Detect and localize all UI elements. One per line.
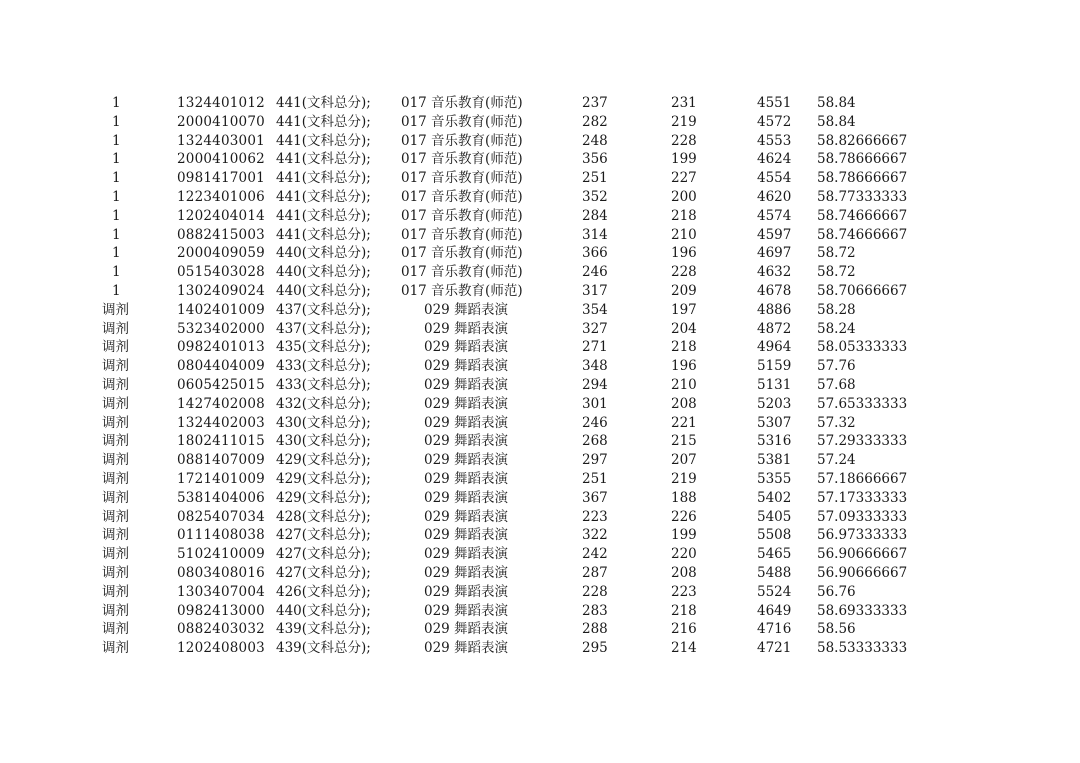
average-cell: 56.97333333 — [817, 527, 908, 544]
position-cell: 5402 — [757, 489, 792, 506]
candidate-id-cell: 0515403028 — [177, 264, 265, 281]
rank-cell: 调剂 — [102, 414, 129, 431]
score-a-cell: 354 — [582, 301, 608, 318]
position-cell: 5488 — [757, 564, 792, 581]
total-score-cell: 432(文科总分); — [276, 395, 371, 412]
position-cell: 4697 — [757, 245, 792, 262]
rank-cell: 调剂 — [102, 301, 129, 318]
position-cell: 4574 — [757, 207, 792, 224]
table-row — [0, 620, 1080, 639]
rank-cell: 调剂 — [102, 546, 129, 563]
score-b-cell: 207 — [671, 452, 697, 469]
total-score-cell: 426(文科总分); — [276, 583, 371, 600]
candidate-id-cell: 2000410062 — [177, 151, 265, 168]
major-cell: 017 音乐教育(师范) — [401, 170, 523, 187]
average-cell: 58.84 — [817, 113, 856, 130]
score-a-cell: 246 — [582, 264, 608, 281]
candidate-id-cell: 0882415003 — [177, 226, 265, 243]
major-cell: 029 舞蹈表演 — [424, 489, 509, 506]
score-b-cell: 228 — [671, 132, 697, 149]
position-cell: 5131 — [757, 376, 792, 393]
major-cell: 029 舞蹈表演 — [424, 320, 509, 337]
table-row — [0, 150, 1080, 169]
position-cell: 4597 — [757, 226, 792, 243]
total-score-cell: 429(文科总分); — [276, 452, 371, 469]
major-cell: 029 舞蹈表演 — [424, 376, 509, 393]
score-b-cell: 226 — [671, 508, 697, 525]
score-a-cell: 246 — [582, 414, 608, 431]
score-b-cell: 199 — [671, 151, 697, 168]
rank-cell: 调剂 — [102, 470, 129, 487]
position-cell: 4632 — [757, 264, 792, 281]
table-row — [0, 244, 1080, 263]
position-cell: 4553 — [757, 132, 792, 149]
major-cell: 029 舞蹈表演 — [424, 508, 509, 525]
total-score-cell: 440(文科总分); — [276, 245, 371, 262]
average-cell: 58.70666667 — [817, 282, 908, 299]
table-row — [0, 376, 1080, 395]
major-cell: 017 音乐教育(师范) — [401, 226, 523, 243]
average-cell: 58.82666667 — [817, 132, 908, 149]
table-row — [0, 169, 1080, 188]
score-a-cell: 322 — [582, 527, 608, 544]
rank-cell: 调剂 — [102, 452, 129, 469]
score-a-cell: 282 — [582, 113, 608, 130]
average-cell: 56.90666667 — [817, 546, 908, 563]
score-a-cell: 295 — [582, 640, 608, 657]
position-cell: 4886 — [757, 301, 792, 318]
rank-cell: 调剂 — [102, 489, 129, 506]
rank-cell: 1 — [112, 188, 121, 205]
table-row — [0, 602, 1080, 621]
candidate-id-cell: 0825407034 — [177, 508, 265, 525]
total-score-cell: 441(文科总分); — [276, 170, 371, 187]
total-score-cell: 441(文科总分); — [276, 113, 371, 130]
rank-cell: 1 — [112, 95, 121, 111]
candidate-id-cell: 0804404009 — [177, 358, 265, 375]
candidate-id-cell: 1402401009 — [177, 301, 265, 318]
table-row — [0, 188, 1080, 207]
total-score-cell: 440(文科总分); — [276, 282, 371, 299]
average-cell: 57.76 — [817, 358, 856, 375]
candidate-id-cell: 0982401013 — [177, 339, 265, 356]
rank-cell: 调剂 — [102, 433, 129, 450]
position-cell: 4572 — [757, 113, 792, 130]
position-cell: 5307 — [757, 414, 792, 431]
score-b-cell: 196 — [671, 245, 697, 262]
total-score-cell: 429(文科总分); — [276, 489, 371, 506]
candidate-id-cell: 5381404006 — [177, 489, 265, 506]
total-score-cell: 440(文科总分); — [276, 264, 371, 281]
rank-cell: 调剂 — [102, 320, 129, 337]
total-score-cell: 428(文科总分); — [276, 508, 371, 525]
rank-cell: 1 — [112, 113, 121, 130]
candidate-id-cell: 1427402008 — [177, 395, 265, 412]
rank-cell: 调剂 — [102, 339, 129, 356]
average-cell: 58.78666667 — [817, 170, 908, 187]
major-cell: 029 舞蹈表演 — [424, 621, 509, 638]
major-cell: 029 舞蹈表演 — [424, 414, 509, 431]
total-score-cell: 427(文科总分); — [276, 546, 371, 563]
score-b-cell: 204 — [671, 320, 697, 337]
score-b-cell: 218 — [671, 339, 697, 356]
score-b-cell: 199 — [671, 527, 697, 544]
table-row — [0, 583, 1080, 602]
score-a-cell: 288 — [582, 621, 608, 638]
average-cell: 58.77333333 — [817, 188, 908, 205]
score-b-cell: 196 — [671, 358, 697, 375]
rank-cell: 调剂 — [102, 527, 129, 544]
score-a-cell: 314 — [582, 226, 608, 243]
average-cell: 57.09333333 — [817, 508, 908, 525]
score-a-cell: 228 — [582, 583, 608, 600]
candidate-id-cell: 0981417001 — [177, 170, 265, 187]
major-cell: 029 舞蹈表演 — [424, 395, 509, 412]
score-a-cell: 271 — [582, 339, 608, 356]
major-cell: 029 舞蹈表演 — [424, 640, 509, 657]
rank-cell: 1 — [112, 282, 121, 299]
position-cell: 4716 — [757, 621, 792, 638]
average-cell: 58.74666667 — [817, 226, 908, 243]
score-b-cell: 210 — [671, 226, 697, 243]
score-b-cell: 223 — [671, 583, 697, 600]
table-row — [0, 470, 1080, 489]
score-a-cell: 301 — [582, 395, 608, 412]
table-row — [0, 301, 1080, 320]
average-cell: 57.18666667 — [817, 470, 908, 487]
total-score-cell: 440(文科总分); — [276, 602, 371, 619]
rank-cell: 调剂 — [102, 602, 129, 619]
rank-cell: 调剂 — [102, 358, 129, 375]
rank-cell: 调剂 — [102, 395, 129, 412]
position-cell: 5159 — [757, 358, 792, 375]
average-cell: 56.76 — [817, 583, 856, 600]
candidate-id-cell: 2000409059 — [177, 245, 265, 262]
position-cell: 5355 — [757, 470, 792, 487]
score-b-cell: 218 — [671, 207, 697, 224]
average-cell: 57.32 — [817, 414, 856, 431]
total-score-cell: 429(文科总分); — [276, 470, 371, 487]
major-cell: 017 音乐教育(师范) — [401, 113, 523, 130]
table-row — [0, 432, 1080, 451]
average-cell: 58.24 — [817, 320, 856, 337]
score-b-cell: 228 — [671, 264, 697, 281]
candidate-id-cell: 1223401006 — [177, 188, 265, 205]
position-cell: 4964 — [757, 339, 792, 356]
candidate-id-cell: 0982413000 — [177, 602, 265, 619]
score-a-cell: 223 — [582, 508, 608, 525]
score-b-cell: 219 — [671, 470, 697, 487]
score-a-cell: 284 — [582, 207, 608, 224]
score-b-cell: 197 — [671, 301, 697, 318]
average-cell: 58.74666667 — [817, 207, 908, 224]
table-row — [0, 451, 1080, 470]
candidate-id-cell: 0111408038 — [177, 527, 265, 544]
position-cell: 5316 — [757, 433, 792, 450]
score-b-cell: 231 — [671, 95, 697, 111]
major-cell: 017 音乐教育(师范) — [401, 282, 523, 299]
position-cell: 4872 — [757, 320, 792, 337]
table-row — [0, 226, 1080, 245]
table-row — [0, 508, 1080, 527]
position-cell: 4624 — [757, 151, 792, 168]
average-cell: 57.24 — [817, 452, 856, 469]
table-row — [0, 564, 1080, 583]
position-cell: 5203 — [757, 395, 792, 412]
candidate-id-cell: 1202408003 — [177, 640, 265, 657]
major-cell: 029 舞蹈表演 — [424, 583, 509, 600]
score-b-cell: 227 — [671, 170, 697, 187]
position-cell: 5524 — [757, 583, 792, 600]
position-cell: 4649 — [757, 602, 792, 619]
total-score-cell: 433(文科总分); — [276, 358, 371, 375]
score-a-cell: 356 — [582, 151, 608, 168]
average-cell: 57.68 — [817, 376, 856, 393]
table-row — [0, 338, 1080, 357]
table-row — [0, 414, 1080, 433]
candidate-id-cell: 1324401012 — [177, 95, 265, 111]
total-score-cell: 439(文科总分); — [276, 621, 371, 638]
score-a-cell: 294 — [582, 376, 608, 393]
major-cell: 017 音乐教育(师范) — [401, 207, 523, 224]
major-cell: 029 舞蹈表演 — [424, 339, 509, 356]
position-cell: 4551 — [757, 95, 792, 111]
score-b-cell: 218 — [671, 602, 697, 619]
position-cell: 5465 — [757, 546, 792, 563]
average-cell: 58.56 — [817, 621, 856, 638]
total-score-cell: 433(文科总分); — [276, 376, 371, 393]
average-cell: 58.28 — [817, 301, 856, 318]
rank-cell: 调剂 — [102, 640, 129, 657]
candidate-id-cell: 1303407004 — [177, 583, 265, 600]
score-table — [0, 94, 1080, 658]
rank-cell: 1 — [112, 170, 121, 187]
table-row — [0, 545, 1080, 564]
candidate-id-cell: 0881407009 — [177, 452, 265, 469]
average-cell: 58.53333333 — [817, 640, 908, 657]
major-cell: 029 舞蹈表演 — [424, 470, 509, 487]
score-a-cell: 366 — [582, 245, 608, 262]
average-cell: 58.72 — [817, 245, 856, 262]
score-b-cell: 200 — [671, 188, 697, 205]
rank-cell: 1 — [112, 264, 121, 281]
position-cell: 4620 — [757, 188, 792, 205]
table-row — [0, 282, 1080, 301]
candidate-id-cell: 1202404014 — [177, 207, 265, 224]
candidate-id-cell: 2000410070 — [177, 113, 265, 130]
score-b-cell: 219 — [671, 113, 697, 130]
total-score-cell: 427(文科总分); — [276, 527, 371, 544]
score-b-cell: 188 — [671, 489, 697, 506]
rank-cell: 调剂 — [102, 508, 129, 525]
candidate-id-cell: 0882403032 — [177, 621, 265, 638]
candidate-id-cell: 1324403001 — [177, 132, 265, 149]
major-cell: 029 舞蹈表演 — [424, 602, 509, 619]
score-a-cell: 297 — [582, 452, 608, 469]
score-a-cell: 248 — [582, 132, 608, 149]
major-cell: 029 舞蹈表演 — [424, 452, 509, 469]
total-score-cell: 441(文科总分); — [276, 226, 371, 243]
score-a-cell: 287 — [582, 564, 608, 581]
table-row — [0, 526, 1080, 545]
total-score-cell: 441(文科总分); — [276, 188, 371, 205]
candidate-id-cell: 1721401009 — [177, 470, 265, 487]
position-cell: 5405 — [757, 508, 792, 525]
average-cell: 58.72 — [817, 264, 856, 281]
table-row — [0, 320, 1080, 339]
total-score-cell: 441(文科总分); — [276, 95, 371, 111]
table-row — [0, 489, 1080, 508]
score-a-cell: 268 — [582, 433, 608, 450]
table-row — [0, 395, 1080, 414]
total-score-cell: 437(文科总分); — [276, 301, 371, 318]
score-a-cell: 237 — [582, 95, 608, 111]
table-row — [0, 207, 1080, 226]
position-cell: 4721 — [757, 640, 792, 657]
score-b-cell: 208 — [671, 395, 697, 412]
average-cell: 58.05333333 — [817, 339, 908, 356]
score-a-cell: 251 — [582, 170, 608, 187]
total-score-cell: 430(文科总分); — [276, 414, 371, 431]
score-b-cell: 220 — [671, 546, 697, 563]
score-a-cell: 348 — [582, 358, 608, 375]
score-a-cell: 317 — [582, 282, 608, 299]
candidate-id-cell: 1324402003 — [177, 414, 265, 431]
rank-cell: 1 — [112, 226, 121, 243]
major-cell: 017 音乐教育(师范) — [401, 132, 523, 149]
position-cell: 5381 — [757, 452, 792, 469]
average-cell: 56.90666667 — [817, 564, 908, 581]
average-cell: 58.78666667 — [817, 151, 908, 168]
table-row — [0, 263, 1080, 282]
average-cell: 57.65333333 — [817, 395, 908, 412]
major-cell: 029 舞蹈表演 — [424, 527, 509, 544]
candidate-id-cell: 5102410009 — [177, 546, 265, 563]
rank-cell: 调剂 — [102, 564, 129, 581]
table-row — [0, 357, 1080, 376]
table-row — [0, 94, 1080, 113]
candidate-id-cell: 5323402000 — [177, 320, 265, 337]
average-cell: 58.69333333 — [817, 602, 908, 619]
table-row — [0, 113, 1080, 132]
table-row — [0, 132, 1080, 151]
rank-cell: 调剂 — [102, 621, 129, 638]
total-score-cell: 430(文科总分); — [276, 433, 371, 450]
rank-cell: 1 — [112, 207, 121, 224]
position-cell: 5508 — [757, 527, 792, 544]
total-score-cell: 435(文科总分); — [276, 339, 371, 356]
major-cell: 017 音乐教育(师范) — [401, 95, 523, 111]
table-row — [0, 639, 1080, 658]
average-cell: 57.29333333 — [817, 433, 908, 450]
major-cell: 017 音乐教育(师范) — [401, 245, 523, 262]
position-cell: 4678 — [757, 282, 792, 299]
major-cell: 017 音乐教育(师范) — [401, 264, 523, 281]
score-a-cell: 283 — [582, 602, 608, 619]
major-cell: 017 音乐教育(师范) — [401, 188, 523, 205]
score-a-cell: 327 — [582, 320, 608, 337]
score-b-cell: 210 — [671, 376, 697, 393]
rank-cell: 调剂 — [102, 376, 129, 393]
average-cell: 57.17333333 — [817, 489, 908, 506]
candidate-id-cell: 1302409024 — [177, 282, 265, 299]
total-score-cell: 439(文科总分); — [276, 640, 371, 657]
score-b-cell: 209 — [671, 282, 697, 299]
major-cell: 029 舞蹈表演 — [424, 546, 509, 563]
major-cell: 029 舞蹈表演 — [424, 564, 509, 581]
score-a-cell: 352 — [582, 188, 608, 205]
candidate-id-cell: 1802411015 — [177, 433, 265, 450]
score-b-cell: 221 — [671, 414, 697, 431]
average-cell: 58.84 — [817, 95, 856, 111]
rank-cell: 1 — [112, 132, 121, 149]
score-b-cell: 216 — [671, 621, 697, 638]
position-cell: 4554 — [757, 170, 792, 187]
major-cell: 029 舞蹈表演 — [424, 433, 509, 450]
major-cell: 029 舞蹈表演 — [424, 358, 509, 375]
total-score-cell: 441(文科总分); — [276, 132, 371, 149]
rank-cell: 1 — [112, 245, 121, 262]
major-cell: 017 音乐教育(师范) — [401, 151, 523, 168]
major-cell: 029 舞蹈表演 — [424, 301, 509, 318]
rank-cell: 1 — [112, 151, 121, 168]
score-a-cell: 367 — [582, 489, 608, 506]
score-a-cell: 242 — [582, 546, 608, 563]
rank-cell: 调剂 — [102, 583, 129, 600]
score-b-cell: 208 — [671, 564, 697, 581]
candidate-id-cell: 0605425015 — [177, 376, 265, 393]
candidate-id-cell: 0803408016 — [177, 564, 265, 581]
total-score-cell: 441(文科总分); — [276, 151, 371, 168]
total-score-cell: 427(文科总分); — [276, 564, 371, 581]
score-b-cell: 214 — [671, 640, 697, 657]
score-a-cell: 251 — [582, 470, 608, 487]
total-score-cell: 441(文科总分); — [276, 207, 371, 224]
total-score-cell: 437(文科总分); — [276, 320, 371, 337]
score-b-cell: 215 — [671, 433, 697, 450]
